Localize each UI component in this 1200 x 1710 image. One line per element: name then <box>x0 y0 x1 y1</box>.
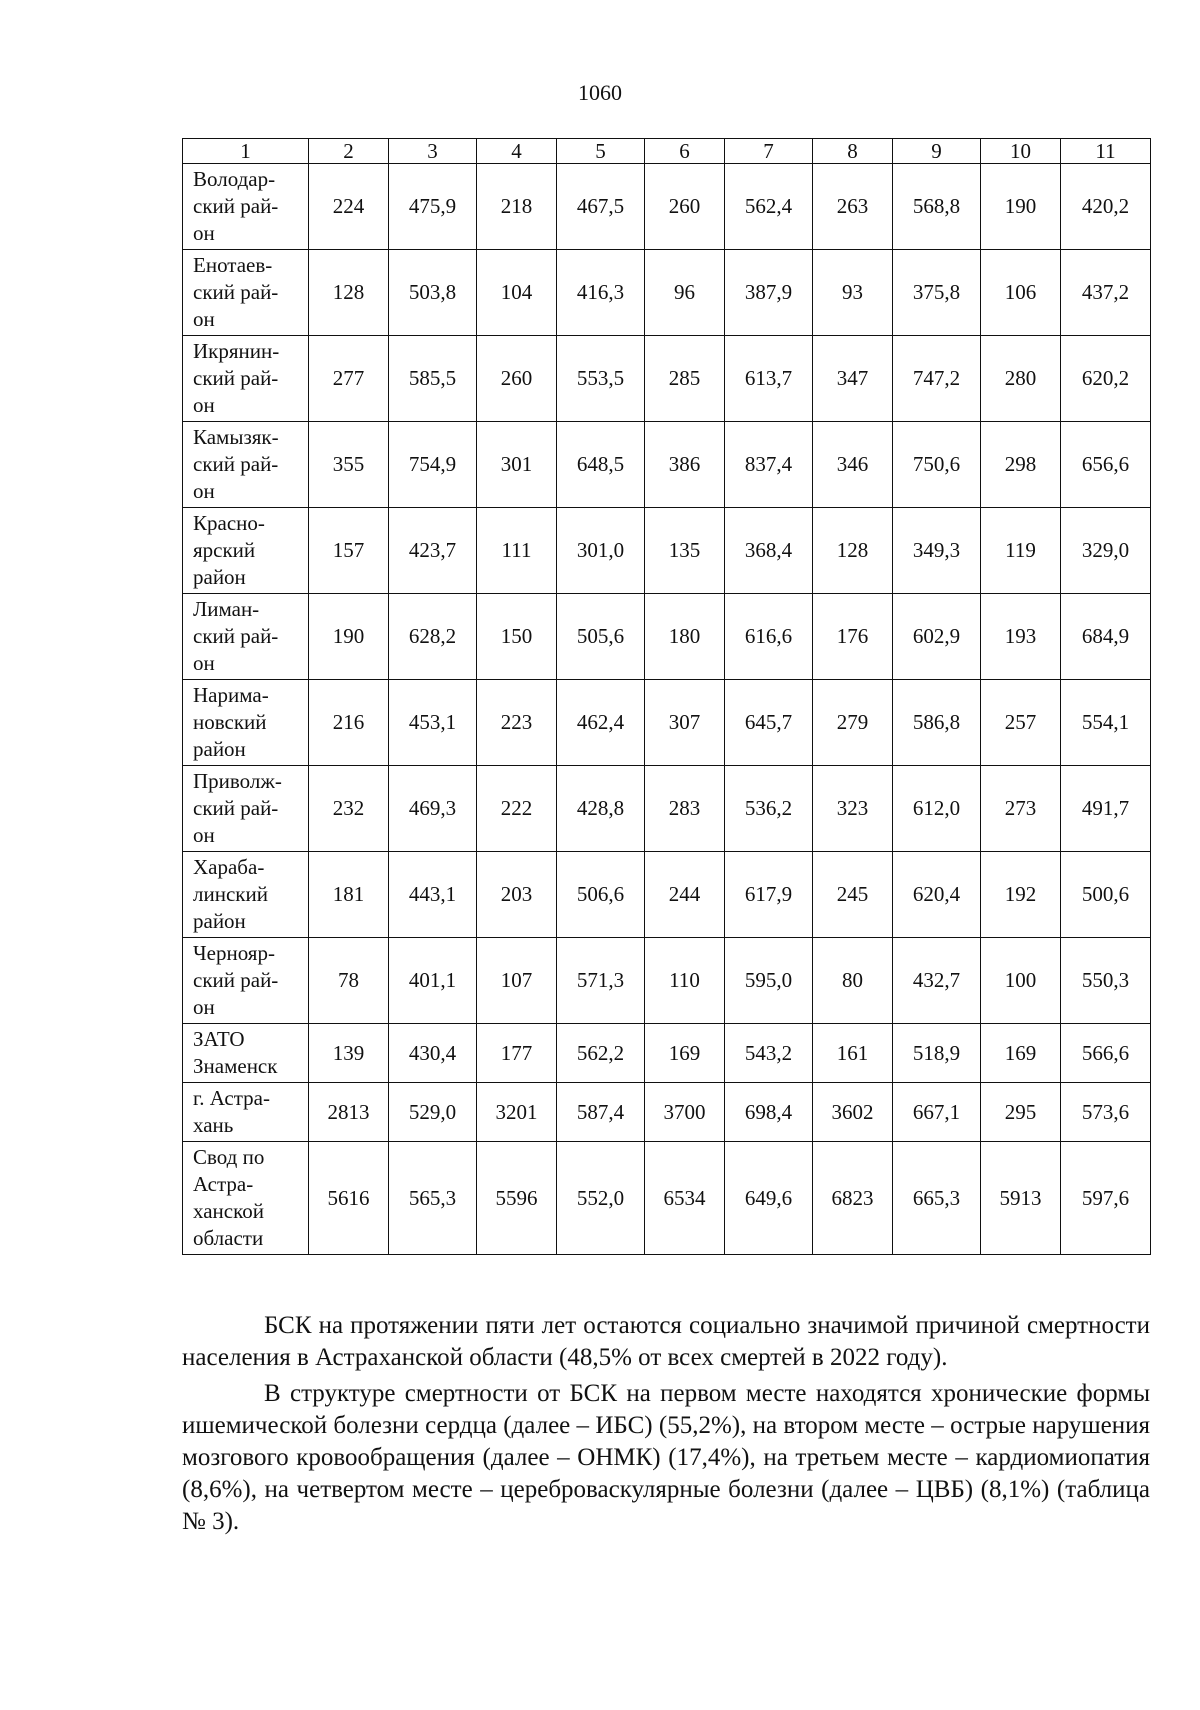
paragraph: В структуре смертности от БСК на первом месте находятся хронические формы ишемической болезни сердца (далее – ИБС) (55,2%), на втором месте – острые нарушения мозгового кровообращения (далее – ОНМК) (17,4%), на третьем месте – кардиомиопатия (8,6%), на четвертом месте – цереброваскулярные болезни (далее – ЦВБ) (8,1%) (таблица № 3). <box>182 1380 1150 1535</box>
table-row <box>183 250 1151 336</box>
value-cell: 462,4 <box>557 680 645 766</box>
value-cell: 139 <box>309 1024 389 1083</box>
value-cell: 135 <box>645 508 725 594</box>
value-cell: 2813 <box>309 1083 389 1142</box>
value-cell: 245 <box>813 852 893 938</box>
value-cell: 573,6 <box>1061 1083 1151 1142</box>
value-cell: 279 <box>813 680 893 766</box>
district-name-cell: Лиман- ский рай- он <box>183 594 309 680</box>
value-cell: 616,6 <box>725 594 813 680</box>
column-header: 2 <box>309 139 389 164</box>
value-cell: 612,0 <box>893 766 981 852</box>
value-cell: 192 <box>981 852 1061 938</box>
table-body <box>183 164 1151 1255</box>
value-cell: 620,4 <box>893 852 981 938</box>
value-cell: 218 <box>477 164 557 250</box>
value-cell: 543,2 <box>725 1024 813 1083</box>
value-cell: 503,8 <box>389 250 477 336</box>
table-row <box>183 164 1151 250</box>
column-header: 5 <box>557 139 645 164</box>
value-cell: 423,7 <box>389 508 477 594</box>
value-cell: 5616 <box>309 1142 389 1255</box>
column-header: 3 <box>389 139 477 164</box>
value-cell: 491,7 <box>1061 766 1151 852</box>
value-cell: 216 <box>309 680 389 766</box>
value-cell: 224 <box>309 164 389 250</box>
value-cell: 750,6 <box>893 422 981 508</box>
value-cell: 355 <box>309 422 389 508</box>
value-cell: 161 <box>813 1024 893 1083</box>
table-row <box>183 336 1151 422</box>
value-cell: 3201 <box>477 1083 557 1142</box>
value-cell: 100 <box>981 938 1061 1024</box>
value-cell: 554,1 <box>1061 680 1151 766</box>
value-cell: 190 <box>309 594 389 680</box>
value-cell: 500,6 <box>1061 852 1151 938</box>
table-row <box>183 508 1151 594</box>
value-cell: 346 <box>813 422 893 508</box>
value-cell: 169 <box>981 1024 1061 1083</box>
value-cell: 518,9 <box>893 1024 981 1083</box>
value-cell: 566,6 <box>1061 1024 1151 1083</box>
district-name-cell: Нарима- новский район <box>183 680 309 766</box>
body-text <box>182 1310 1150 1542</box>
value-cell: 469,3 <box>389 766 477 852</box>
value-cell: 453,1 <box>389 680 477 766</box>
value-cell: 176 <box>813 594 893 680</box>
value-cell: 119 <box>981 508 1061 594</box>
value-cell: 747,2 <box>893 336 981 422</box>
value-cell: 263 <box>813 164 893 250</box>
value-cell: 467,5 <box>557 164 645 250</box>
district-name-cell: ЗАТО Знаменск <box>183 1024 309 1083</box>
value-cell: 93 <box>813 250 893 336</box>
value-cell: 597,6 <box>1061 1142 1151 1255</box>
value-cell: 386 <box>645 422 725 508</box>
value-cell: 665,3 <box>893 1142 981 1255</box>
value-cell: 387,9 <box>725 250 813 336</box>
value-cell: 193 <box>981 594 1061 680</box>
value-cell: 6534 <box>645 1142 725 1255</box>
district-name-cell: г. Астра- хань <box>183 1083 309 1142</box>
value-cell: 837,4 <box>725 422 813 508</box>
value-cell: 506,6 <box>557 852 645 938</box>
table-row <box>183 680 1151 766</box>
value-cell: 260 <box>477 336 557 422</box>
value-cell: 3700 <box>645 1083 725 1142</box>
page-number: 1060 <box>578 80 622 105</box>
value-cell: 432,7 <box>893 938 981 1024</box>
value-cell: 301,0 <box>557 508 645 594</box>
value-cell: 169 <box>645 1024 725 1083</box>
value-cell: 416,3 <box>557 250 645 336</box>
value-cell: 585,5 <box>389 336 477 422</box>
value-cell: 260 <box>645 164 725 250</box>
value-cell: 3602 <box>813 1083 893 1142</box>
value-cell: 78 <box>309 938 389 1024</box>
district-name-cell: Свод по Астра- ханской области <box>183 1142 309 1255</box>
column-header: 6 <box>645 139 725 164</box>
value-cell: 617,9 <box>725 852 813 938</box>
column-header: 9 <box>893 139 981 164</box>
value-cell: 347 <box>813 336 893 422</box>
value-cell: 552,0 <box>557 1142 645 1255</box>
table-row <box>183 1142 1151 1255</box>
value-cell: 5596 <box>477 1142 557 1255</box>
value-cell: 222 <box>477 766 557 852</box>
value-cell: 180 <box>645 594 725 680</box>
value-cell: 595,0 <box>725 938 813 1024</box>
value-cell: 550,3 <box>1061 938 1151 1024</box>
value-cell: 645,7 <box>725 680 813 766</box>
column-header: 11 <box>1061 139 1151 164</box>
value-cell: 562,2 <box>557 1024 645 1083</box>
value-cell: 329,0 <box>1061 508 1151 594</box>
value-cell: 648,5 <box>557 422 645 508</box>
value-cell: 106 <box>981 250 1061 336</box>
value-cell: 613,7 <box>725 336 813 422</box>
value-cell: 244 <box>645 852 725 938</box>
value-cell: 420,2 <box>1061 164 1151 250</box>
paragraph: БСК на протяжении пяти лет остаются социально значимой причиной смертности населения в Астраханской области (48,5% от всех смертей в 2022 году). <box>182 1312 1150 1371</box>
value-cell: 283 <box>645 766 725 852</box>
value-cell: 128 <box>813 508 893 594</box>
value-cell: 401,1 <box>389 938 477 1024</box>
value-cell: 107 <box>477 938 557 1024</box>
value-cell: 754,9 <box>389 422 477 508</box>
value-cell: 80 <box>813 938 893 1024</box>
value-cell: 96 <box>645 250 725 336</box>
district-name-cell: Приволж- ский рай- он <box>183 766 309 852</box>
district-name-cell: Енотаев- ский рай- он <box>183 250 309 336</box>
column-header: 1 <box>183 139 309 164</box>
value-cell: 667,1 <box>893 1083 981 1142</box>
value-cell: 181 <box>309 852 389 938</box>
value-cell: 571,3 <box>557 938 645 1024</box>
value-cell: 553,5 <box>557 336 645 422</box>
value-cell: 104 <box>477 250 557 336</box>
value-cell: 257 <box>981 680 1061 766</box>
table-row <box>183 852 1151 938</box>
mortality-table <box>182 138 1151 1255</box>
value-cell: 562,4 <box>725 164 813 250</box>
district-name-cell: Камызяк- ский рай- он <box>183 422 309 508</box>
value-cell: 628,2 <box>389 594 477 680</box>
value-cell: 565,3 <box>389 1142 477 1255</box>
value-cell: 505,6 <box>557 594 645 680</box>
value-cell: 298 <box>981 422 1061 508</box>
value-cell: 307 <box>645 680 725 766</box>
value-cell: 285 <box>645 336 725 422</box>
value-cell: 428,8 <box>557 766 645 852</box>
value-cell: 301 <box>477 422 557 508</box>
value-cell: 110 <box>645 938 725 1024</box>
value-cell: 529,0 <box>389 1083 477 1142</box>
value-cell: 475,9 <box>389 164 477 250</box>
table-row <box>183 594 1151 680</box>
value-cell: 349,3 <box>893 508 981 594</box>
district-name-cell: Хараба- линский район <box>183 852 309 938</box>
table-row <box>183 422 1151 508</box>
value-cell: 375,8 <box>893 250 981 336</box>
value-cell: 430,4 <box>389 1024 477 1083</box>
table-row <box>183 1083 1151 1142</box>
value-cell: 280 <box>981 336 1061 422</box>
value-cell: 684,9 <box>1061 594 1151 680</box>
value-cell: 150 <box>477 594 557 680</box>
value-cell: 649,6 <box>725 1142 813 1255</box>
column-header: 10 <box>981 139 1061 164</box>
value-cell: 656,6 <box>1061 422 1151 508</box>
value-cell: 602,9 <box>893 594 981 680</box>
district-name-cell: Володар- ский рай- он <box>183 164 309 250</box>
value-cell: 5913 <box>981 1142 1061 1255</box>
table-row <box>183 938 1151 1024</box>
district-name-cell: Красно- ярский район <box>183 508 309 594</box>
district-name-cell: Чернояр- ский рай- он <box>183 938 309 1024</box>
value-cell: 203 <box>477 852 557 938</box>
value-cell: 6823 <box>813 1142 893 1255</box>
value-cell: 177 <box>477 1024 557 1083</box>
value-cell: 295 <box>981 1083 1061 1142</box>
district-name-cell: Икрянин- ский рай- он <box>183 336 309 422</box>
value-cell: 128 <box>309 250 389 336</box>
value-cell: 190 <box>981 164 1061 250</box>
value-cell: 586,8 <box>893 680 981 766</box>
table-header-row <box>183 139 1151 164</box>
value-cell: 437,2 <box>1061 250 1151 336</box>
table-row <box>183 1024 1151 1083</box>
value-cell: 273 <box>981 766 1061 852</box>
value-cell: 568,8 <box>893 164 981 250</box>
table-row <box>183 766 1151 852</box>
value-cell: 223 <box>477 680 557 766</box>
column-header: 4 <box>477 139 557 164</box>
value-cell: 698,4 <box>725 1083 813 1142</box>
value-cell: 587,4 <box>557 1083 645 1142</box>
value-cell: 536,2 <box>725 766 813 852</box>
value-cell: 443,1 <box>389 852 477 938</box>
column-header: 8 <box>813 139 893 164</box>
value-cell: 232 <box>309 766 389 852</box>
value-cell: 111 <box>477 508 557 594</box>
value-cell: 157 <box>309 508 389 594</box>
value-cell: 368,4 <box>725 508 813 594</box>
value-cell: 620,2 <box>1061 336 1151 422</box>
value-cell: 277 <box>309 336 389 422</box>
column-header: 7 <box>725 139 813 164</box>
value-cell: 323 <box>813 766 893 852</box>
